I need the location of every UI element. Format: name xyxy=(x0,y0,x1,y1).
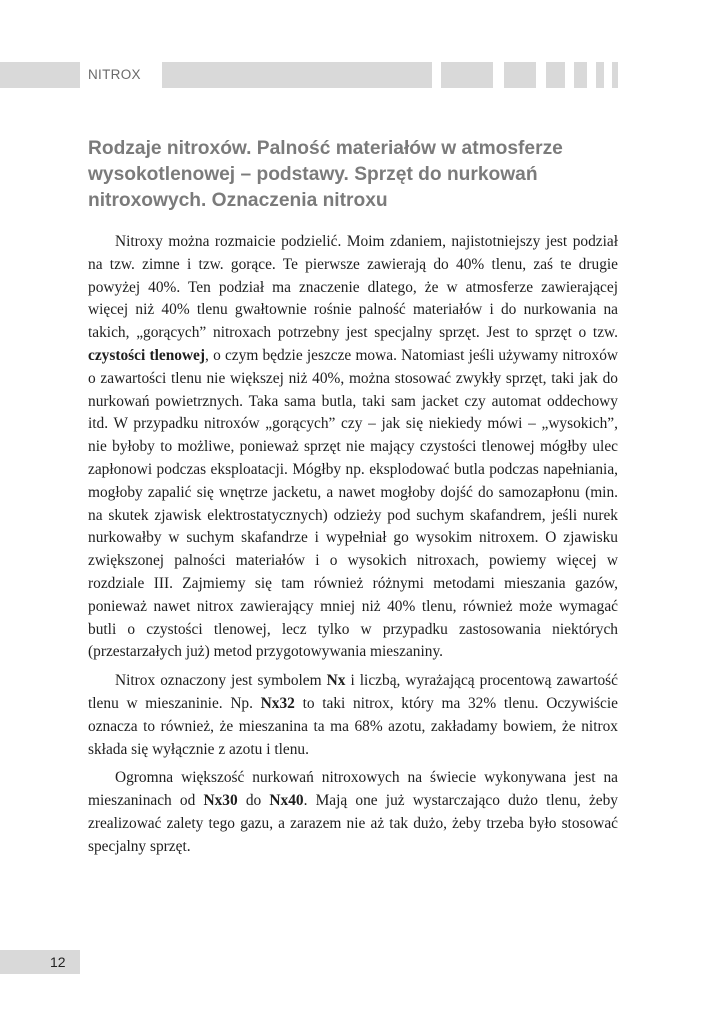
header-bar-segment xyxy=(546,62,565,88)
paragraph xyxy=(88,767,618,858)
header-section-label: NITROX xyxy=(80,62,156,88)
text-run: do xyxy=(237,792,270,810)
text-run: to taki nitrox, który ma 32% tlenu. Oczywiście oznacza to również, że mieszanina ta ma 68% azotu, zakładamy bowiem, że nitrox składa się wyłącznie z azotu i tlenu. xyxy=(88,694,618,758)
text-run: Nitroxy można rozmaicie podzielić. Moim zdaniem, najistotniejszy jest podział na tzw. zimne i tzw. gorące. Te pierwsze zawierają do 40% tlenu, zaś te drugie powyżej 40%. Ten podział ma znaczenie dlatego, że w atmosferze zawierającej więcej niż 40% tlenu gwałtownie rośnie palność materiałów i do nurkowania na takich, „gorących” nitroxach potrzebny jest specjalny sprzęt. Jest to sprzęt o tzw. xyxy=(88,233,618,342)
text-run: i liczbą, wyrażającą procentową zawartość tlenu w mieszaninie. Np. xyxy=(88,672,618,712)
text-run: . Mają one już wystarczająco dużo tlenu, żeby zrealizować zalety tego gazu, a zarazem nie aż tak dużo, żeby trzeba było stosować specjalny sprzęt. xyxy=(88,792,618,855)
header-bar-segment xyxy=(596,62,604,88)
header-bar-main xyxy=(162,62,432,88)
running-header xyxy=(0,62,728,88)
bold-term: Nx32 xyxy=(260,694,295,712)
header-bar-segment xyxy=(441,62,493,88)
section-title: Rodzaje nitroxów. Palność materiałów w atmosferze wysokotlenowej – podstawy. Sprzęt do nurkowań nitroxowych. Oznaczenia nitroxu xyxy=(88,138,563,211)
text-run: Nitrox oznaczony jest symbolem xyxy=(115,672,327,690)
text-run: , o czym będzie jeszcze mowa. Natomiast jeśli używamy nitroxów o zawartości tlenu nie większej niż 40%, można stosować zwykły sprzęt, taki jak do nurkowań powietrznych. Taka sama butla, taki sam jacket czy automat oddechowy itd. W przypadku nitroxów „gorących” czy – jak się niekiedy mówi – „wysokich”, nie byłoby to możliwe, ponieważ sprzęt nie mający czystości tlenowej mógłby ulec zapłonowi podczas eksploatacji. Mógłby np. eksplodować butla podczas napełniania, mogłoby zapalić się wnętrze jacketu, a nawet mogłoby dojść do samozapłonu (min. na skutek zjawisk elektrostatycznych) odzieży pod suchym skafandrem, jeśli nurek nurkowałby w suchym skafandrze i wypełniał go wysokim nitroxem. O zjawisku zwiększonej palności materiałów i o wysokich nitroxach, powiemy więcej w rozdziale III. Zajmiemy się tam również różnymi metodami mieszania gazów, ponieważ nawet nitrox zawierający mniej niż 40% tlenu, również może wymagać butli o czystości tlenowej, lecz tylko w przypadku zastosowania niektórych (przestarzałych już) metod przygotowywania mieszaniny. xyxy=(88,346,619,661)
paragraph xyxy=(88,670,618,761)
header-bar-segment xyxy=(574,62,587,88)
bold-term: Nx xyxy=(326,672,346,690)
header-bar-segment xyxy=(504,62,536,88)
page-number: 12 xyxy=(50,954,66,970)
paragraph xyxy=(88,231,618,664)
body-text xyxy=(88,231,618,865)
text-run: Ogromna większość nurkowań nitroxowych na świecie wykonywana jest na mieszaninach od xyxy=(88,769,618,810)
header-bar-left xyxy=(0,62,80,88)
bold-term: czystości tlenowej xyxy=(88,346,206,364)
header-bar-segment xyxy=(612,62,618,88)
bold-term: Nx40 xyxy=(269,792,304,810)
bold-term: Nx30 xyxy=(203,792,238,810)
footer-bar xyxy=(0,950,80,974)
